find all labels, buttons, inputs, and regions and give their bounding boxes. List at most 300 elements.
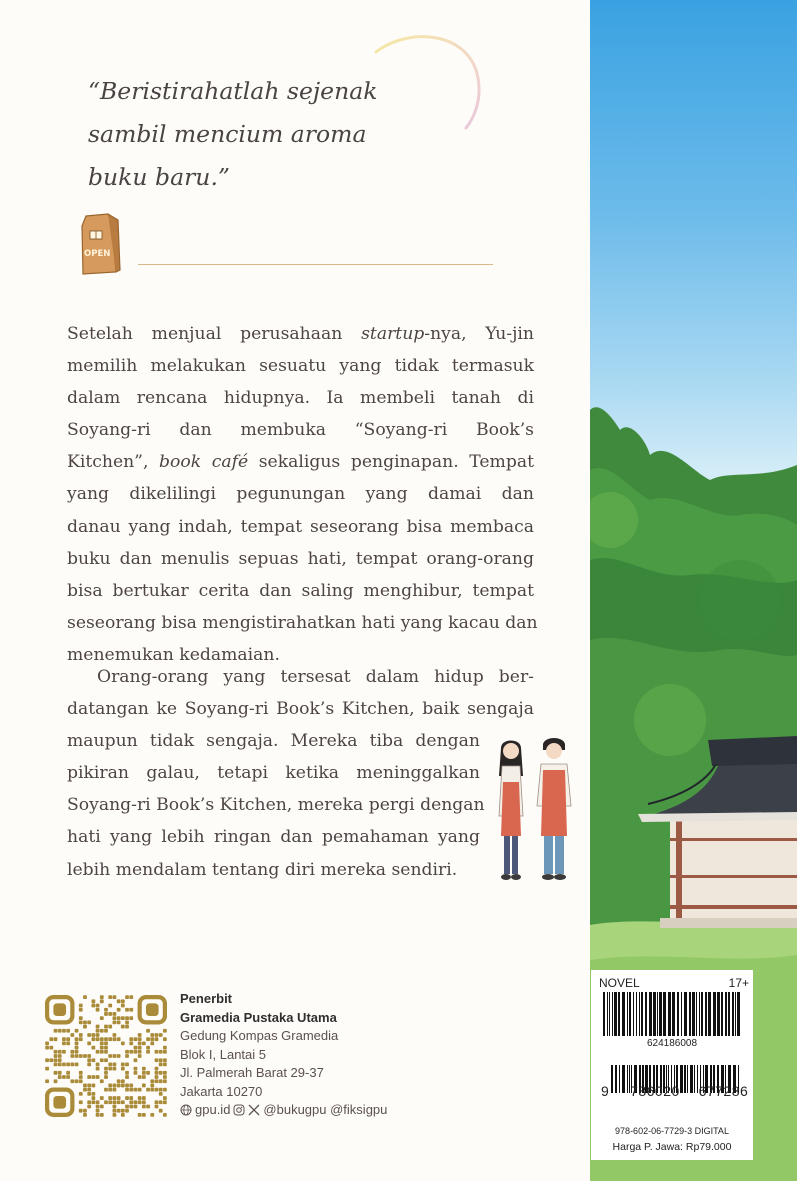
barcode-bar bbox=[672, 992, 675, 1036]
qr-module bbox=[159, 1100, 163, 1104]
qr-module bbox=[155, 1058, 159, 1062]
qr-module bbox=[121, 1100, 125, 1104]
qr-module bbox=[134, 1100, 138, 1104]
qr-module bbox=[100, 1096, 104, 1100]
qr-module bbox=[113, 1067, 117, 1071]
qr-module bbox=[159, 1071, 163, 1075]
qr-module bbox=[100, 1046, 104, 1050]
barcode-bar bbox=[645, 992, 647, 1036]
barcode-bar bbox=[659, 992, 662, 1036]
qr-module bbox=[113, 1096, 117, 1100]
qr-module bbox=[96, 1100, 100, 1104]
qr-module bbox=[87, 1088, 91, 1092]
website-link[interactable]: gpu.id bbox=[195, 1102, 231, 1117]
qr-module bbox=[146, 1046, 150, 1050]
qr-module bbox=[104, 1075, 108, 1079]
qr-module bbox=[113, 1100, 117, 1104]
qr-module bbox=[79, 1004, 83, 1008]
qr-module bbox=[108, 995, 112, 999]
qr-module bbox=[117, 1037, 121, 1041]
publisher-address: Gedung Kompas Gramedia bbox=[180, 1028, 339, 1043]
qr-module bbox=[100, 1058, 104, 1062]
qr-module bbox=[104, 1071, 108, 1075]
qr-module bbox=[129, 1037, 133, 1041]
qr-module bbox=[138, 1054, 142, 1058]
barcode-1 bbox=[603, 992, 741, 1038]
qr-module bbox=[121, 1067, 125, 1071]
synopsis-line: hati yang lebih ringan dan pemahaman yang bbox=[67, 827, 480, 848]
qr-module bbox=[79, 1092, 83, 1096]
qr-module bbox=[150, 1079, 154, 1083]
qr-module bbox=[53, 1096, 66, 1109]
qr-module bbox=[125, 1075, 129, 1079]
qr-module bbox=[129, 1008, 133, 1012]
qr-module bbox=[87, 1100, 91, 1104]
publisher-address: Jl. Palmerah Barat 29-37 bbox=[180, 1065, 324, 1080]
qr-module bbox=[142, 1100, 146, 1104]
barcode-bar bbox=[641, 992, 643, 1036]
qr-module bbox=[91, 1100, 95, 1104]
qr-module bbox=[100, 1037, 104, 1041]
qr-module bbox=[117, 1109, 121, 1113]
qr-module bbox=[96, 1037, 100, 1041]
qr-module bbox=[96, 1025, 100, 1029]
qr-module bbox=[113, 1012, 117, 1016]
synopsis-line: pikiran galau, tetapi ketika meninggalkan bbox=[67, 763, 480, 784]
qr-module bbox=[125, 1063, 129, 1067]
qr-module bbox=[62, 1029, 66, 1033]
qr-module bbox=[79, 1100, 83, 1104]
qr-module bbox=[121, 1063, 125, 1067]
qr-module bbox=[108, 1037, 112, 1041]
qr-module bbox=[100, 995, 104, 999]
qr-module bbox=[134, 1046, 138, 1050]
qr-module bbox=[53, 1003, 66, 1016]
qr-module bbox=[100, 1079, 104, 1083]
qr-module bbox=[79, 1075, 83, 1079]
qr-module bbox=[142, 1105, 146, 1109]
qr-module bbox=[100, 1105, 104, 1109]
publisher-info bbox=[180, 990, 387, 1120]
qr-module bbox=[125, 995, 129, 999]
barcode-bar bbox=[612, 992, 613, 1036]
qr-module bbox=[159, 1050, 163, 1054]
qr-module bbox=[96, 1105, 100, 1109]
text-run-italic: book café bbox=[159, 452, 249, 473]
qr-module bbox=[150, 1113, 154, 1117]
qr-module bbox=[117, 1008, 121, 1012]
barcode-bar bbox=[696, 992, 697, 1036]
qr-module bbox=[155, 1088, 159, 1092]
qr-module bbox=[142, 1113, 146, 1117]
qr-module bbox=[75, 1063, 79, 1067]
qr-module bbox=[62, 1041, 66, 1045]
synopsis-line: bisa bertukar cerita dan saling menghibur, tempat bbox=[67, 580, 534, 601]
qr-module bbox=[96, 1050, 100, 1054]
qr-module bbox=[113, 1037, 117, 1041]
qr-module bbox=[100, 1113, 104, 1117]
qr-module bbox=[66, 1071, 70, 1075]
qr-module bbox=[113, 1105, 117, 1109]
barcode-panel bbox=[591, 970, 753, 1160]
open-sign-icon bbox=[80, 212, 122, 278]
qr-module bbox=[96, 1004, 100, 1008]
qr-module bbox=[45, 1079, 49, 1083]
open-sign-label: OPEN bbox=[84, 249, 111, 259]
qr-module bbox=[129, 1050, 133, 1054]
barcode-bar bbox=[639, 992, 640, 1036]
qr-module bbox=[129, 1041, 133, 1045]
quote-line: “Beristirahatlah sejenak bbox=[88, 77, 378, 105]
qr-module bbox=[58, 1054, 62, 1058]
qr-module bbox=[138, 1041, 142, 1045]
qr-module bbox=[159, 1088, 163, 1092]
qr-module bbox=[142, 1067, 146, 1071]
barcode-bar bbox=[629, 992, 631, 1036]
qr-module bbox=[125, 1088, 129, 1092]
qr-module bbox=[121, 1079, 125, 1083]
qr-module bbox=[146, 1029, 150, 1033]
qr-module bbox=[49, 1058, 53, 1062]
qr-module bbox=[104, 1029, 108, 1033]
qr-module bbox=[159, 1079, 163, 1083]
qr-module bbox=[138, 1075, 142, 1079]
qr-module bbox=[150, 1084, 154, 1088]
x-icon bbox=[248, 1104, 260, 1116]
qr-module bbox=[66, 1037, 70, 1041]
qr-module bbox=[117, 999, 121, 1003]
divider-line bbox=[138, 264, 493, 265]
synopsis-line: danau yang indah, tempat seseorang bisa membaca bbox=[67, 516, 534, 537]
qr-module bbox=[113, 1020, 117, 1024]
qr-module bbox=[117, 1054, 121, 1058]
qr-module bbox=[83, 995, 87, 999]
qr-module bbox=[104, 1012, 108, 1016]
qr-module bbox=[87, 1084, 91, 1088]
barcode-bar bbox=[622, 992, 625, 1036]
qr-module bbox=[75, 1046, 79, 1050]
qr-module bbox=[104, 1088, 108, 1092]
qr-module bbox=[121, 1004, 125, 1008]
qr-module bbox=[121, 999, 125, 1003]
isbn-group-1: 786020 bbox=[630, 1083, 680, 1099]
qr-module bbox=[108, 1100, 112, 1104]
qr-module bbox=[155, 1037, 159, 1041]
qr-module bbox=[117, 1096, 121, 1100]
qr-module bbox=[121, 1109, 125, 1113]
barcode-bar bbox=[721, 992, 723, 1036]
price-label: Harga P. Jawa: Rp79.000 bbox=[612, 1141, 732, 1153]
qr-module bbox=[75, 1050, 79, 1054]
qr-module bbox=[45, 1046, 49, 1050]
qr-module bbox=[117, 1016, 121, 1020]
qr-module bbox=[104, 1037, 108, 1041]
qr-module bbox=[66, 1075, 70, 1079]
qr-module bbox=[125, 1109, 129, 1113]
qr-module bbox=[104, 1050, 108, 1054]
qr-module bbox=[91, 1004, 95, 1008]
qr-module bbox=[138, 1088, 142, 1092]
qr-module bbox=[108, 1063, 112, 1067]
barcode-bar bbox=[603, 992, 605, 1036]
qr-module bbox=[159, 1109, 163, 1113]
qr-module bbox=[159, 1092, 163, 1096]
qr-module bbox=[83, 1109, 87, 1113]
qr-module bbox=[113, 1084, 117, 1088]
qr-module bbox=[134, 1037, 138, 1041]
qr-module bbox=[150, 1033, 154, 1037]
qr-module bbox=[146, 1003, 159, 1016]
qr-module bbox=[108, 1084, 112, 1088]
qr-module bbox=[104, 1058, 108, 1062]
qr-module bbox=[66, 1041, 70, 1045]
isbn-group-2: 677286 bbox=[698, 1083, 749, 1099]
qr-module bbox=[54, 1054, 58, 1058]
qr-module bbox=[54, 1079, 58, 1083]
qr-module bbox=[87, 1033, 91, 1037]
qr-module bbox=[54, 1037, 58, 1041]
qr-module bbox=[58, 1029, 62, 1033]
barcode-bar bbox=[653, 992, 656, 1036]
qr-module bbox=[163, 1079, 167, 1083]
qr-module bbox=[58, 1063, 62, 1067]
qr-module bbox=[108, 1025, 112, 1029]
qr-module bbox=[113, 1063, 117, 1067]
qr-module bbox=[125, 1020, 129, 1024]
qr-module bbox=[100, 1050, 104, 1054]
qr-module bbox=[62, 1050, 66, 1054]
synopsis-line: datangan ke Soyang-ri Book’s Kitchen, baik sengaja bbox=[67, 699, 534, 720]
barcode-bar bbox=[705, 992, 707, 1036]
qr-module bbox=[104, 1008, 108, 1012]
qr-module bbox=[108, 1067, 112, 1071]
qr-module bbox=[163, 1029, 167, 1033]
synopsis-line: dalam rencana hidupnya. Ia membeli tanah di bbox=[67, 388, 534, 409]
barcode-bar bbox=[657, 992, 658, 1036]
barcode-bar bbox=[699, 992, 700, 1036]
qr-module bbox=[125, 1050, 129, 1054]
qr-module bbox=[75, 1037, 79, 1041]
qr-module bbox=[138, 1113, 142, 1117]
qr-module bbox=[75, 1054, 79, 1058]
qr-module bbox=[104, 1025, 108, 1029]
isbn-prefix: 9 bbox=[601, 1083, 610, 1099]
qr-module bbox=[163, 1096, 167, 1100]
qr-module bbox=[113, 1113, 117, 1117]
qr-module bbox=[91, 999, 95, 1003]
qr-module bbox=[79, 1016, 83, 1020]
synopsis-line: memilih melakukan sesuatu yang tidak termasuk bbox=[67, 356, 534, 377]
qr-code[interactable] bbox=[45, 995, 167, 1117]
qr-module bbox=[113, 1088, 117, 1092]
qr-module bbox=[125, 1071, 129, 1075]
genre-label: NOVEL bbox=[599, 976, 640, 990]
barcode-bar bbox=[725, 992, 727, 1036]
synopsis-line: yang dikelilingi pegunungan yang damai dan bbox=[67, 484, 534, 505]
barcode-bar bbox=[668, 992, 671, 1036]
qr-module bbox=[66, 1063, 70, 1067]
qr-module bbox=[142, 1075, 146, 1079]
qr-module bbox=[146, 1071, 150, 1075]
isbn-digits bbox=[601, 1083, 748, 1099]
qr-module bbox=[91, 1096, 95, 1100]
qr-module bbox=[125, 1008, 129, 1012]
barcode-bar bbox=[737, 992, 740, 1036]
qr-module bbox=[117, 1100, 121, 1104]
qr-module bbox=[96, 1029, 100, 1033]
qr-module bbox=[134, 1105, 138, 1109]
qr-module bbox=[129, 1100, 133, 1104]
isbn-text: 978-602-06-7729-3 DIGITAL bbox=[615, 1126, 729, 1136]
qr-module bbox=[150, 1037, 154, 1041]
qr-module bbox=[83, 1084, 87, 1088]
qr-module bbox=[91, 1084, 95, 1088]
qr-module bbox=[87, 1105, 91, 1109]
qr-module bbox=[155, 1075, 159, 1079]
qr-module bbox=[100, 1041, 104, 1045]
text-run-italic: startup bbox=[361, 324, 425, 344]
qr-module bbox=[83, 1054, 87, 1058]
qr-module bbox=[155, 1050, 159, 1054]
instagram-icon bbox=[233, 1104, 245, 1116]
qr-module bbox=[129, 1084, 133, 1088]
qr-module bbox=[75, 1029, 79, 1033]
qr-module bbox=[79, 1037, 83, 1041]
barcode-bar bbox=[717, 992, 720, 1036]
qr-module bbox=[100, 1029, 104, 1033]
qr-module bbox=[54, 1050, 58, 1054]
qr-module bbox=[113, 1033, 117, 1037]
qr-module bbox=[91, 1058, 95, 1062]
text-run: Kitchen”, bbox=[67, 452, 160, 473]
qr-module bbox=[91, 1037, 95, 1041]
social-handles[interactable]: @bukugpu @fiksigpu bbox=[263, 1102, 388, 1117]
qr-module bbox=[121, 1084, 125, 1088]
qr-module bbox=[83, 1025, 87, 1029]
qr-module bbox=[163, 1037, 167, 1041]
barcode-bar bbox=[689, 992, 691, 1036]
qr-module bbox=[163, 1071, 167, 1075]
qr-module bbox=[87, 1020, 91, 1024]
publisher-name: Gramedia Pustaka Utama bbox=[180, 1009, 337, 1025]
qr-module bbox=[142, 1096, 146, 1100]
qr-module bbox=[108, 1088, 112, 1092]
barcode-bar bbox=[609, 992, 610, 1036]
qr-module bbox=[121, 1113, 125, 1117]
qr-module bbox=[75, 1079, 79, 1083]
qr-module bbox=[96, 1033, 100, 1037]
qr-module bbox=[129, 1016, 133, 1020]
qr-module bbox=[150, 1041, 154, 1045]
barcode-1-number: 624186008 bbox=[646, 1038, 698, 1049]
qr-module bbox=[134, 1050, 138, 1054]
barcode-bar bbox=[614, 992, 617, 1036]
publisher-address: Jakarta 10270 bbox=[180, 1083, 263, 1099]
publisher-label: Penerbit bbox=[180, 991, 233, 1006]
qr-module bbox=[83, 1020, 87, 1024]
qr-module bbox=[96, 1008, 100, 1012]
decorative-arc bbox=[370, 28, 490, 138]
qr-module bbox=[155, 1105, 159, 1109]
qr-module bbox=[91, 1075, 95, 1079]
qr-module bbox=[87, 1063, 91, 1067]
publisher-socials bbox=[180, 1101, 387, 1120]
qr-module bbox=[163, 1100, 167, 1104]
barcode-bar bbox=[701, 992, 703, 1036]
qr-module bbox=[87, 1058, 91, 1062]
qr-module bbox=[96, 1063, 100, 1067]
qr-module bbox=[113, 995, 117, 999]
barcode-bar bbox=[713, 992, 716, 1036]
barcode-bar bbox=[663, 992, 666, 1036]
qr-module bbox=[129, 1105, 133, 1109]
qr-module bbox=[129, 995, 133, 999]
qr-module bbox=[146, 1050, 150, 1054]
qr-module bbox=[70, 1050, 74, 1054]
qr-module bbox=[104, 1046, 108, 1050]
qr-module bbox=[155, 1067, 159, 1071]
qr-module bbox=[159, 1063, 163, 1067]
synopsis-paragraph-1 bbox=[67, 318, 538, 671]
barcode-bar bbox=[633, 992, 634, 1036]
barcode-bar bbox=[732, 992, 734, 1036]
qr-module bbox=[138, 1033, 142, 1037]
qr-module bbox=[79, 1079, 83, 1083]
qr-module bbox=[146, 1105, 150, 1109]
qr-module bbox=[142, 1084, 146, 1088]
qr-module bbox=[163, 1058, 167, 1062]
qr-module bbox=[113, 1016, 117, 1020]
qr-module bbox=[79, 1109, 83, 1113]
qr-module bbox=[45, 1058, 49, 1062]
barcode-bar bbox=[627, 992, 628, 1036]
barcode-bar bbox=[735, 992, 736, 1036]
qr-module bbox=[138, 1037, 142, 1041]
qr-module bbox=[113, 1109, 117, 1113]
qr-module bbox=[87, 1054, 91, 1058]
qr-module bbox=[138, 1050, 142, 1054]
qr-module bbox=[79, 1033, 83, 1037]
qr-module bbox=[108, 1054, 112, 1058]
qr-module bbox=[134, 1058, 138, 1062]
qr-module bbox=[125, 1016, 129, 1020]
qr-module bbox=[125, 1025, 129, 1029]
qr-module bbox=[155, 1079, 159, 1083]
qr-module bbox=[96, 1067, 100, 1071]
qr-module bbox=[142, 1071, 146, 1075]
qr-module bbox=[54, 1029, 58, 1033]
synopsis-line: Soyang-ri dan membuka “Soyang-ri Book’s bbox=[67, 420, 534, 441]
qr-module bbox=[79, 1020, 83, 1024]
qr-module bbox=[155, 1071, 159, 1075]
synopsis-line: Orang-orang yang tersesat dalam hidup ber- bbox=[97, 667, 534, 687]
qr-module bbox=[117, 1079, 121, 1083]
barcode-bar bbox=[607, 992, 608, 1036]
publisher-address: Blok I, Lantai 5 bbox=[180, 1046, 266, 1062]
qr-module bbox=[125, 1105, 129, 1109]
qr-module bbox=[104, 1041, 108, 1045]
quote-line: buku baru.” bbox=[88, 163, 230, 191]
barcode-bar bbox=[636, 992, 637, 1036]
qr-module bbox=[142, 1041, 146, 1045]
tagline-quote bbox=[88, 70, 378, 199]
qr-module bbox=[125, 1096, 129, 1100]
qr-module bbox=[163, 1088, 167, 1092]
qr-module bbox=[121, 1016, 125, 1020]
synopsis-line: Soyang-ri Book’s Kitchen, mereka pergi dengan bbox=[67, 795, 485, 816]
qr-module bbox=[54, 1071, 58, 1075]
qr-module bbox=[155, 1100, 159, 1104]
